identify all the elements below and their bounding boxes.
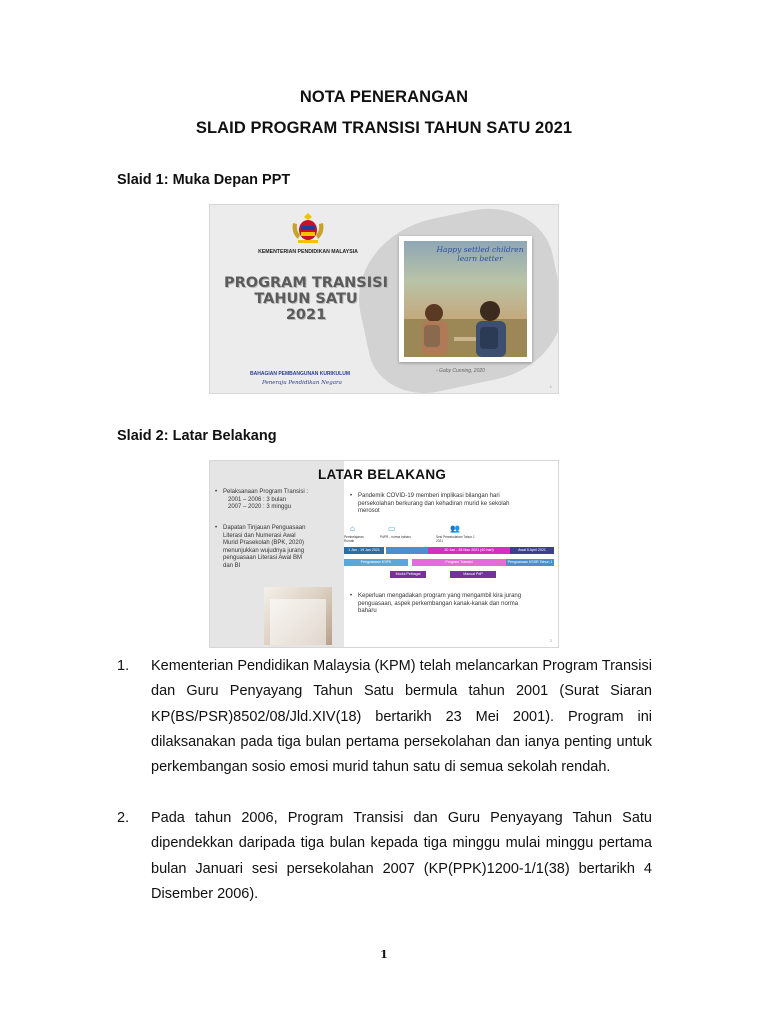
paragraph-1 bbox=[117, 654, 652, 780]
timeline-icon-label-2: PdPR - norma baharu bbox=[380, 535, 412, 539]
ministry-name: KEMENTERIAN PENDIDIKAN MALAYSIA bbox=[258, 249, 358, 255]
slide2-thumbnail bbox=[209, 460, 559, 648]
coat-of-arms-logo bbox=[289, 211, 327, 245]
laptop-icon: ▭ bbox=[388, 524, 396, 533]
right-bullet-bottom: • Keperluan mengadakan program yang mengambil kira jurang penguasaan, aspek perkembangan kanak-kanak dan norma baharu bbox=[350, 593, 522, 614]
timeline-date-3: Awal 5 April 2021 bbox=[510, 547, 554, 554]
paragraph-text: Pada tahun 2006, Program Transisi dan Guru Penyayang Tahun Satu dipendekkan daripada tiga bulan kepada tiga minggu mulai minggu pertama bulan Januari sesi persekolahan 2007 (KP(PPK)1200-1/1(38) bertarikh 4 Disember 2006). bbox=[151, 810, 652, 902]
left-bullet-2: • Dapatan Tinjauan Penguasaan Literasi dan Numerasi Awal Murid Prasekolah (BPK, 2020) menunjukkan wujudnya jurang penguasaan Literasi Awal BM dan BI bbox=[215, 525, 306, 569]
program-title: PROGRAM TRANSISI TAHUN SATU 2021 bbox=[224, 275, 388, 323]
division-tagline: Peneraju Pendidikan Negara bbox=[262, 380, 342, 386]
timeline-date-2: 20 Jan - 28 Mac 2021 (40 hari) bbox=[428, 547, 510, 554]
paragraph-number: 1. bbox=[117, 658, 130, 674]
left-bullet-1: • Pelaksanaan Program Transisi : 2001 – 2006 : 3 bulan 2007 – 2020 : 3 minggu bbox=[215, 489, 309, 510]
quote-attribution: - Gaby Cunning, 2020 bbox=[436, 368, 485, 374]
timeline-date-1: 1 Jan - 19 Jan 2021 bbox=[344, 547, 384, 554]
document-title: NOTA PENERANGAN bbox=[299, 88, 469, 106]
school-icon: ⌂ bbox=[350, 524, 355, 533]
paragraph-number: 2. bbox=[117, 810, 130, 826]
classroom-photo-overlay bbox=[270, 599, 326, 645]
slide1-thumbnail bbox=[209, 204, 559, 394]
paragraph-2 bbox=[117, 806, 652, 907]
timeline-icon-label-1: Pembelajaran Rumah bbox=[344, 535, 364, 543]
module-pelbagai: Modul Pelbagai bbox=[390, 571, 426, 578]
page-number: 1 bbox=[380, 948, 388, 961]
document-subtitle: SLAID PROGRAM TRANSISI TAHUN SATU 2021 bbox=[195, 119, 573, 137]
timeline-icon-label-3: Sesi Persekolahan Tahun 1 2021 bbox=[436, 535, 475, 543]
manual-pdp: Manual PdP bbox=[450, 571, 496, 578]
phase-transisi: Program Transisi bbox=[412, 559, 506, 566]
division-name: BAHAGIAN PEMBANGUNAN KURIKULUM bbox=[250, 371, 350, 377]
phase-kssr: Penguasaan KSSR Tahun 1 bbox=[507, 560, 553, 564]
photo-caption: Happy settled children learn better bbox=[436, 245, 524, 263]
phase-kspk: Penguasaan KSPK bbox=[344, 559, 408, 566]
students-icon: 👥 bbox=[450, 524, 460, 533]
slide2-title: LATAR BELAKANG bbox=[318, 467, 447, 482]
right-bullet-top: • Pandemik COVID-19 memberi implikasi bilangan hari persekolahan berkurang dan kehadiran murid ke sekolah merosot bbox=[350, 493, 510, 514]
slide-number: 2 bbox=[549, 638, 552, 643]
paragraph-text: Kementerian Pendidikan Malaysia (KPM) telah melancarkan Program Transisi dan Guru Penyayang Tahun Satu bermula tahun 2001 (Surat Siaran KP(BS/PSR)8502/08/Jld.XIV(18) bertarikh 23 Mei 2001). Program ini dilaksanakan pada tiga bulan pertama persekolahan dan ianya penting untuk perkembangan sosio emosi murid tahun satu di semua sekolah rendah. bbox=[151, 658, 652, 776]
slide1-heading: Slaid 1: Muka Depan PPT bbox=[117, 172, 291, 188]
timeline-date-1b bbox=[386, 547, 428, 554]
slide2-heading: Slaid 2: Latar Belakang bbox=[117, 428, 277, 444]
slide-number: 1 bbox=[549, 384, 552, 389]
